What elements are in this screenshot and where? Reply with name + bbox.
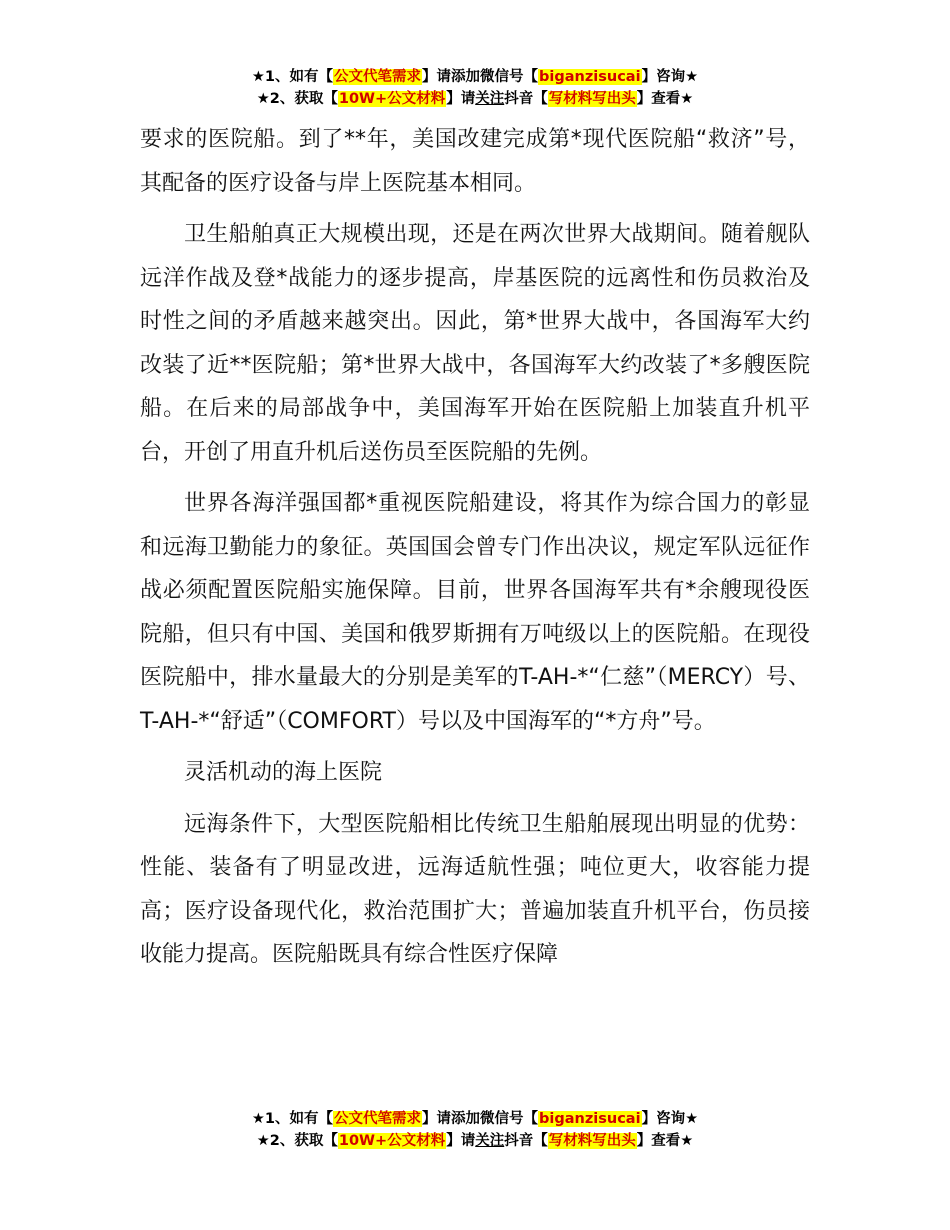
banner-text: ★1、如有【 (251, 1111, 334, 1127)
banner-text: ★2、获取【 (256, 91, 338, 107)
paragraph: 要求的医院船。到了**年，美国改建完成第*现代医院船“救济”号，其配备的医疗设备与岸上医院基本相同。 (140, 127, 810, 196)
banner-text: 抖音【 (504, 1133, 548, 1149)
banner-highlight-douyin: 写材料写出头 (548, 1133, 636, 1149)
paragraph: 世界各海洋强国都*重视医院船建设，将其作为综合国力的彰显和远海卫勤能力的象征。英国国会曾专门作出决议，规定军队远征作战必须配置医院船实施保障。目前，世界各国海军共有*余艘现役医院船，但只有中国、美国和俄罗斯拥有万吨级以上的医院船。在现役医院船中，排水量最大的分别是美军的T-AH-*“仁慈”（MERCY）号、T-AH-*“舒适”（COMFORT）号以及中国海军的“*方舟”号。 (140, 491, 810, 734)
banner-highlight-materials: 10W+公文材料 (338, 1133, 446, 1149)
banner-text: ★2、获取【 (256, 1133, 338, 1149)
banner-text: 】请添加微信号【 (422, 69, 539, 85)
banner-line-2 (0, 1130, 950, 1152)
banner-highlight-service: 公文代笔需求 (334, 69, 422, 85)
document-body (140, 118, 810, 985)
banner-highlight-service: 公文代笔需求 (334, 1111, 422, 1127)
banner-text: 】查看★ (636, 91, 694, 107)
banner-text: 】请 (446, 91, 476, 107)
banner-text: 】咨询★ (641, 69, 699, 85)
banner-underlined-text: 关注 (475, 1133, 505, 1149)
paragraph: 卫生船舶真正大规模出现，还是在两次世界大战期间。随着舰队远洋作战及登*战能力的逐步提高，岸基医院的远离性和伤员救治及时性之间的矛盾越来越突出。因此，第*世界大战中，各国海军大约改装了近**医院船；第*世界大战中，各国海军大约改装了*多艘医院船。在后来的局部战争中，美国海军开始在医院船上加装直升机平台，开创了用直升机后送伤员至医院船的先例。 (140, 222, 810, 465)
banner-highlight-wechat: biganzisucai (539, 1111, 641, 1127)
banner-highlight-douyin: 写材料写出头 (548, 91, 636, 107)
banner-text: 】请添加微信号【 (422, 1111, 539, 1127)
banner-text: ★1、如有【 (251, 69, 334, 85)
header-banner (0, 66, 950, 110)
banner-highlight-wechat: biganzisucai (539, 69, 641, 85)
banner-highlight-materials: 10W+公文材料 (338, 91, 446, 107)
banner-text: 】查看★ (636, 1133, 694, 1149)
banner-line-1 (0, 1108, 950, 1130)
banner-text: 抖音【 (504, 91, 548, 107)
banner-text: 】咨询★ (641, 1111, 699, 1127)
section-heading: 灵活机动的海上医院 (184, 760, 383, 785)
banner-underlined-text: 关注 (475, 91, 505, 107)
banner-text: 】请 (446, 1133, 476, 1149)
banner-line-1 (0, 66, 950, 88)
banner-line-2 (0, 88, 950, 110)
paragraph: 远海条件下，大型医院船相比传统卫生船舶展现出明显的优势：性能、装备有了明显改进，远海适航性强；吨位更大，收容能力提高；医疗设备现代化，救治范围扩大；普遍加装直升机平台，伤员接收能力提高。医院船既具有综合性医疗保障 (140, 811, 810, 967)
footer-banner (0, 1108, 950, 1152)
